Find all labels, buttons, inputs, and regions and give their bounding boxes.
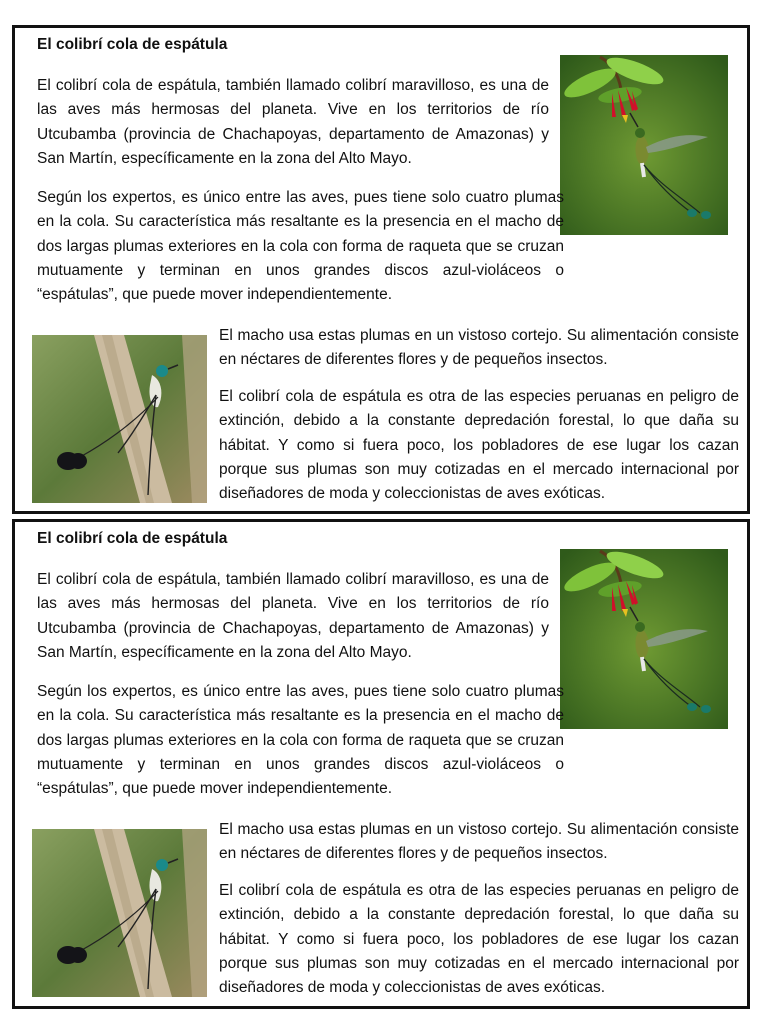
hummingbird-branch-photo — [32, 829, 207, 997]
article-card-1 — [12, 25, 750, 514]
paragraph-extinction: El colibrí cola de espátula es otra de las especies peruanas en peligro de extinción, debido a la constante depredación forestal, lo que daña su hábitat. Y como si fuera poco, los pobladores de ese lugar los cazan porque sus plumas son muy cotizadas en el mercado internacional por diseñadores de moda y coleccionistas de aves exóticas. — [219, 882, 739, 997]
paragraph-intro: El colibrí cola de espátula, también llamado colibrí maravilloso, es una de las aves más hermosas del planeta. Vive en los territorios de río Utcubamba (provincia de Chachapoyas, departamento de Amazonas) y San Martín, específicamente en la zona del Alto Mayo. — [37, 77, 549, 167]
paragraph-extinction: El colibrí cola de espátula es otra de las especies peruanas en peligro de extinción, debido a la constante depredación forestal, lo que daña su hábitat. Y como si fuera poco, los pobladores de ese lugar los cazan porque sus plumas son muy cotizadas en el mercado internacional por diseñadores de moda y coleccionistas de aves exóticas. — [219, 388, 739, 503]
paragraph-tail-text: Según los expertos, es único entre las aves, pues tiene solo cuatro plumas en la cola. Su característica más resaltante es la presencia en el macho de dos largas plumas exteriores en la cola con forma de raqueta que se cruzan mutuamente y terminan en unos grandes discos azul-violáceos o “espátulas”, que puede mover independientemente. — [37, 189, 564, 304]
article-title: El colibrí cola de espátula — [37, 36, 228, 53]
paragraph-tail-text: Según los expertos, es único entre las aves, pues tiene solo cuatro plumas en la cola. Su característica más resaltante es la presencia en el macho de dos largas plumas exteriores en la cola con forma de raqueta que se cruzan mutuamente y terminan en unos grandes discos azul-violáceos o “espátulas”, que puede mover independientemente. — [37, 683, 564, 798]
text-wrap-spacer — [564, 186, 739, 284]
article-title: El colibrí cola de espátula — [37, 530, 228, 547]
paragraph-tail — [37, 680, 739, 801]
paragraph-courtship: El macho usa estas plumas en un vistoso cortejo. Su alimentación consiste en néctares de diferentes flores y de pequeños insectos. — [219, 821, 739, 863]
paragraph-courtship: El macho usa estas plumas en un vistoso cortejo. Su alimentación consiste en néctares de diferentes flores y de pequeños insectos. — [219, 327, 739, 369]
hummingbird-branch-photo — [32, 335, 207, 503]
paragraph-tail — [37, 186, 739, 307]
text-wrap-spacer — [564, 680, 739, 778]
paragraph-intro: El colibrí cola de espátula, también llamado colibrí maravilloso, es una de las aves más hermosas del planeta. Vive en los territorios de río Utcubamba (provincia de Chachapoyas, departamento de Amazonas) y San Martín, específicamente en la zona del Alto Mayo. — [37, 571, 549, 661]
article-card-2 — [12, 519, 750, 1009]
